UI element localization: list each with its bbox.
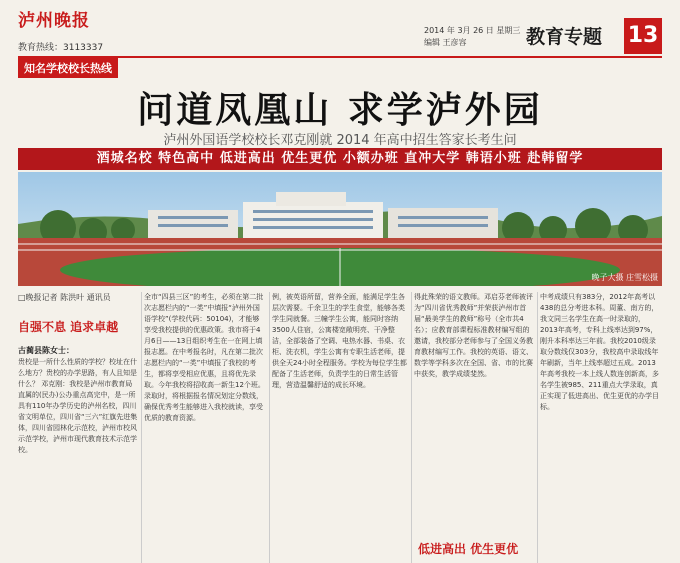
section-heading: 低进高出 优生更优 xyxy=(418,542,519,556)
issue-date: 2014 年 3月 26 日 星期三 xyxy=(424,26,521,35)
question-label: 古蔺县陈女士： xyxy=(18,346,74,355)
campus-photo xyxy=(18,172,662,286)
column-divider xyxy=(411,292,412,563)
page-editor: 编辑 王彦容 xyxy=(424,38,467,47)
photo-credit: 晚子大摄 庄雪松摄 xyxy=(591,273,658,282)
article-column-2: 全市“四县三区”的考生，必须在第二批次志愿栏内的“一类”中填报“泸州外国语学校”(学校代码：50104)，才能够享受我校提供的优惠政策。我市将于4月6日——13日组织考生在一在网上填报志愿。在中考报名时，凡在第二批次志愿栏内的“一类”中填报了我校的考生，都将享受相应优惠，且将优先录取。今年我校将招收高一新生12个班。录取时，将根据报名情况划定分数线，确保优秀考生能够进入我校就读，享受优质的教育资源。 xyxy=(144,293,265,422)
column-divider xyxy=(141,292,142,563)
page-number: 13 xyxy=(624,18,662,54)
slogan-banner: 酒城名校 特色高中 低进高出 优生更优 小额办班 直冲大学 韩语小班 赴韩留学 xyxy=(18,148,662,170)
section-heading: 自强不息 追求卓越 xyxy=(18,320,119,334)
article-byline: □晚报记者 陈洪叶 通讯员 xyxy=(18,293,111,302)
column-divider xyxy=(537,292,538,563)
article-column-3: 例，被英语所留，营养全面，能满足学生各层次需要。千余卫生的学生食堂，能够各类学生同就餐。三幢学生公寓，能同时容纳3500人住宿，公寓楼宽敞明亮、干净整洁，全部装备了空调、电热水器、书桌、衣柜、洗衣机，学生公寓有专职生活老师，提供全天24小时全程服务。学校为每位学生都配备了生活老师，负责学生的日常生活管理，营造温馨舒适的成长环境。 xyxy=(272,293,407,389)
column-divider xyxy=(269,292,270,563)
campus-illustration xyxy=(18,172,662,286)
article-column-1: 贵校是一所什么性质的学校？校址在什么地方？贵校的办学思路，有人且知是什么？ 邓克刚：我校是泸州市教育局直属的(民办)公办重点高完中，是一所具有110年办学历史的泸州名校，四川省文明单位，四川省“三六”红旗先进集体，四川省园林化示范校，泸州市校风示范学校，泸州市现代教育技术示范学校。 xyxy=(18,358,138,454)
newspaper-logo: 泸州晚报 xyxy=(18,11,90,31)
column-tag: 知名学校校长热线 xyxy=(18,58,118,78)
article-column-5: 中考成绩只有383分，2012年高考以438的总分考进本科。周董、南方的，我文同三名学生在高一时录取的，2013年高考，专科上线率达到97%，刚升本科率达三年前。我校2010级录取分数线仅303分，我校高中录取线年年刷新，当年上线率超过五成。2013年高考我校一本上线人数连创新高，多名学生被985、211重点大学录取，真正实现了低进高出、优生更优的办学目标。 xyxy=(540,293,659,411)
article-column-4: 得此殊荣的语文教师。邓启芬老师被评为“四川省优秀教师”并荣获泸州市首届“最美学生的教师”称号（全市共4名）；应教育部课程标准教材编写组的邀请，我校部分老师参与了全国义务教育教材编写工作。我校的英语、语文、数学等学科多次在全国、省、市的比赛中获奖，教学成绩斐然。 xyxy=(414,293,533,378)
education-hotline: 教育热线：3113337 xyxy=(18,43,104,53)
sub-headline: 泸州外国语学校校长邓克刚就 2014 年高中招生答家长考生问 xyxy=(163,133,517,148)
page-headline: 问道凤凰山 求学泸外园 xyxy=(137,89,543,131)
section-title: 教育专题 xyxy=(526,26,603,48)
